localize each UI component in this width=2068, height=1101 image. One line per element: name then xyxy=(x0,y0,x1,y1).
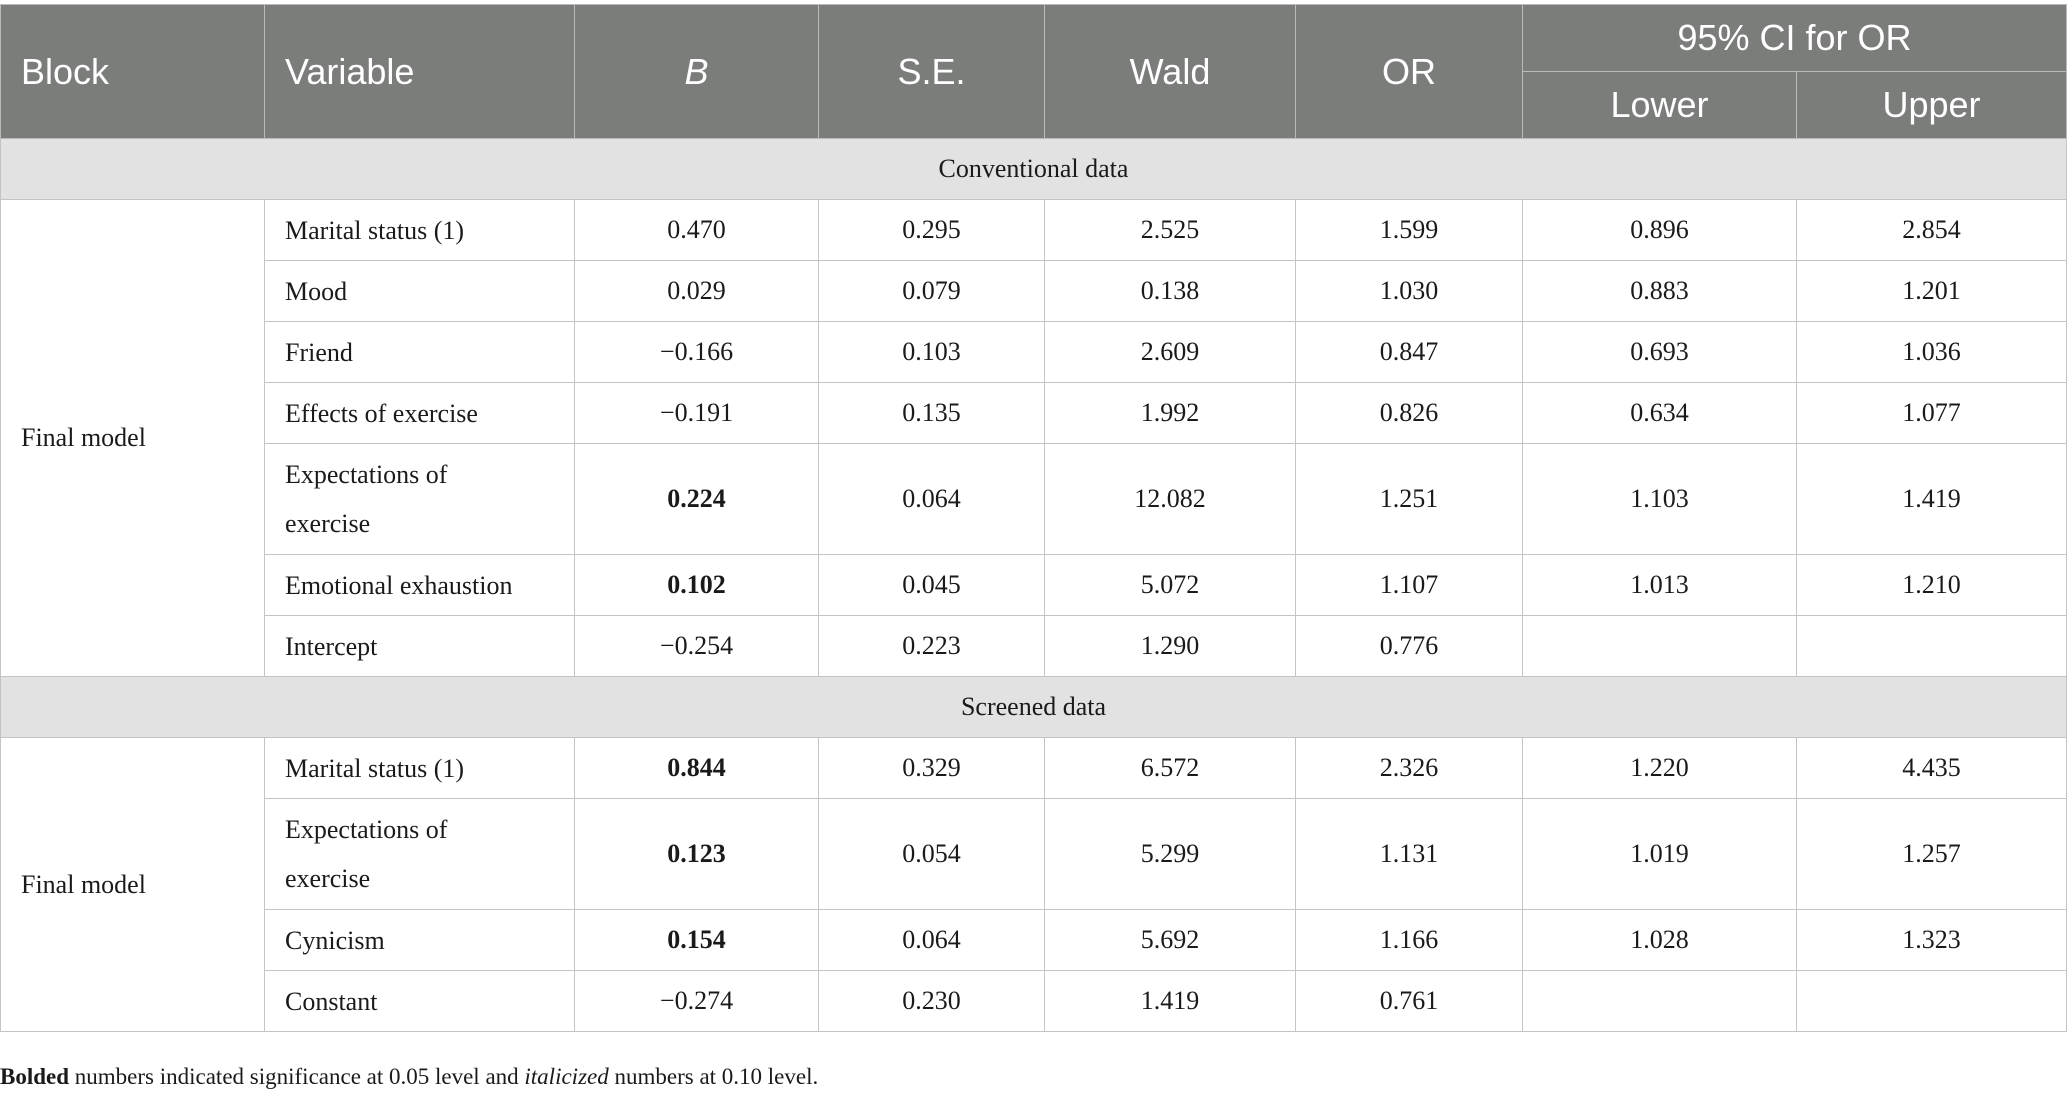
lower-cell: 0.883 xyxy=(1523,261,1797,322)
variable-cell: Marital status (1) xyxy=(265,200,575,261)
wald-cell: 0.138 xyxy=(1045,261,1296,322)
lower-cell: 1.013 xyxy=(1523,555,1797,616)
upper-cell: 1.077 xyxy=(1797,383,2067,444)
variable-cell: Effects of exercise xyxy=(265,383,575,444)
se-cell: 0.103 xyxy=(819,322,1045,383)
variable-line: Expectations of xyxy=(285,460,448,489)
lower-cell: 1.028 xyxy=(1523,910,1797,971)
b-cell: 0.154 xyxy=(575,910,819,971)
upper-cell: 2.854 xyxy=(1797,200,2067,261)
lower-cell xyxy=(1523,971,1797,1032)
variable-line: exercise xyxy=(285,509,371,538)
b-cell: 0.224 xyxy=(575,444,819,555)
table-row xyxy=(1,555,2067,616)
lower-cell: 0.896 xyxy=(1523,200,1797,261)
or-cell: 1.251 xyxy=(1296,444,1523,555)
wald-cell: 5.299 xyxy=(1045,799,1296,910)
upper-cell: 4.435 xyxy=(1797,738,2067,799)
se-cell: 0.295 xyxy=(819,200,1045,261)
or-cell: 1.166 xyxy=(1296,910,1523,971)
b-cell: −0.274 xyxy=(575,971,819,1032)
table-row xyxy=(1,444,2067,555)
b-cell: 0.123 xyxy=(575,799,819,910)
se-cell: 0.329 xyxy=(819,738,1045,799)
b-cell: −0.191 xyxy=(575,383,819,444)
section-title: Conventional data xyxy=(1,139,2067,200)
upper-cell xyxy=(1797,616,2067,677)
wald-cell: 1.992 xyxy=(1045,383,1296,444)
se-cell: 0.045 xyxy=(819,555,1045,616)
or-cell: 0.826 xyxy=(1296,383,1523,444)
or-cell: 0.847 xyxy=(1296,322,1523,383)
wald-cell: 2.525 xyxy=(1045,200,1296,261)
wald-cell: 5.072 xyxy=(1045,555,1296,616)
table-row xyxy=(1,383,2067,444)
or-cell: 2.326 xyxy=(1296,738,1523,799)
variable-cell: Constant xyxy=(265,971,575,1032)
b-cell: 0.844 xyxy=(575,738,819,799)
variable-cell xyxy=(265,799,575,910)
header-block: Block xyxy=(1,5,265,139)
table-row xyxy=(1,322,2067,383)
variable-cell: Friend xyxy=(265,322,575,383)
or-cell: 1.599 xyxy=(1296,200,1523,261)
header-se: S.E. xyxy=(819,5,1045,139)
table-row xyxy=(1,971,2067,1032)
upper-cell: 1.210 xyxy=(1797,555,2067,616)
footnote-bold-word: Bolded xyxy=(0,1064,70,1089)
se-cell: 0.064 xyxy=(819,444,1045,555)
table-row xyxy=(1,616,2067,677)
se-cell: 0.223 xyxy=(819,616,1045,677)
header-ci: 95% CI for OR xyxy=(1523,5,2067,72)
variable-cell: Marital status (1) xyxy=(265,738,575,799)
wald-cell: 6.572 xyxy=(1045,738,1296,799)
b-cell: −0.166 xyxy=(575,322,819,383)
block-cell: Final model xyxy=(1,200,265,677)
header-wald: Wald xyxy=(1045,5,1296,139)
lower-cell: 1.103 xyxy=(1523,444,1797,555)
table-row xyxy=(1,799,2067,910)
se-cell: 0.135 xyxy=(819,383,1045,444)
variable-cell: Intercept xyxy=(265,616,575,677)
table-row xyxy=(1,738,2067,799)
section-title: Screened data xyxy=(1,677,2067,738)
section-row-screened xyxy=(1,677,2067,738)
b-cell: 0.029 xyxy=(575,261,819,322)
lower-cell: 0.693 xyxy=(1523,322,1797,383)
se-cell: 0.054 xyxy=(819,799,1045,910)
b-cell: 0.470 xyxy=(575,200,819,261)
variable-cell: Cynicism xyxy=(265,910,575,971)
regression-table xyxy=(0,4,2067,1032)
wald-cell: 1.290 xyxy=(1045,616,1296,677)
lower-cell: 1.019 xyxy=(1523,799,1797,910)
header-upper: Upper xyxy=(1797,72,2067,139)
lower-cell: 1.220 xyxy=(1523,738,1797,799)
upper-cell: 1.257 xyxy=(1797,799,2067,910)
upper-cell: 1.419 xyxy=(1797,444,2067,555)
se-cell: 0.064 xyxy=(819,910,1045,971)
wald-cell: 2.609 xyxy=(1045,322,1296,383)
table-row xyxy=(1,910,2067,971)
b-cell: 0.102 xyxy=(575,555,819,616)
se-cell: 0.230 xyxy=(819,971,1045,1032)
header-or: OR xyxy=(1296,5,1523,139)
or-cell: 1.030 xyxy=(1296,261,1523,322)
section-row-conventional xyxy=(1,139,2067,200)
b-cell: −0.254 xyxy=(575,616,819,677)
or-cell: 1.107 xyxy=(1296,555,1523,616)
footnote-italic-word: italicized xyxy=(524,1064,609,1089)
footnote-text: numbers indicated significance at 0.05 level and xyxy=(69,1064,525,1089)
upper-cell: 1.323 xyxy=(1797,910,2067,971)
header-row xyxy=(1,5,2067,72)
se-cell: 0.079 xyxy=(819,261,1045,322)
header-variable: Variable xyxy=(265,5,575,139)
variable-line: exercise xyxy=(285,864,371,893)
variable-cell: Emotional exhaustion xyxy=(265,555,575,616)
upper-cell: 1.036 xyxy=(1797,322,2067,383)
wald-cell: 12.082 xyxy=(1045,444,1296,555)
lower-cell xyxy=(1523,616,1797,677)
table-body xyxy=(1,139,2067,1032)
variable-cell: Mood xyxy=(265,261,575,322)
lower-cell: 0.634 xyxy=(1523,383,1797,444)
wald-cell: 1.419 xyxy=(1045,971,1296,1032)
header-lower: Lower xyxy=(1523,72,1797,139)
upper-cell xyxy=(1797,971,2067,1032)
block-cell: Final model xyxy=(1,738,265,1032)
variable-line: Expectations of xyxy=(285,815,448,844)
table-row xyxy=(1,261,2067,322)
header-b: B xyxy=(575,5,819,139)
footnote-text-end: numbers at 0.10 level. xyxy=(608,1064,819,1089)
or-cell: 1.131 xyxy=(1296,799,1523,910)
variable-cell xyxy=(265,444,575,555)
or-cell: 0.761 xyxy=(1296,971,1523,1032)
upper-cell: 1.201 xyxy=(1797,261,2067,322)
table-row xyxy=(1,200,2067,261)
wald-cell: 5.692 xyxy=(1045,910,1296,971)
footnote xyxy=(0,1064,818,1090)
or-cell: 0.776 xyxy=(1296,616,1523,677)
